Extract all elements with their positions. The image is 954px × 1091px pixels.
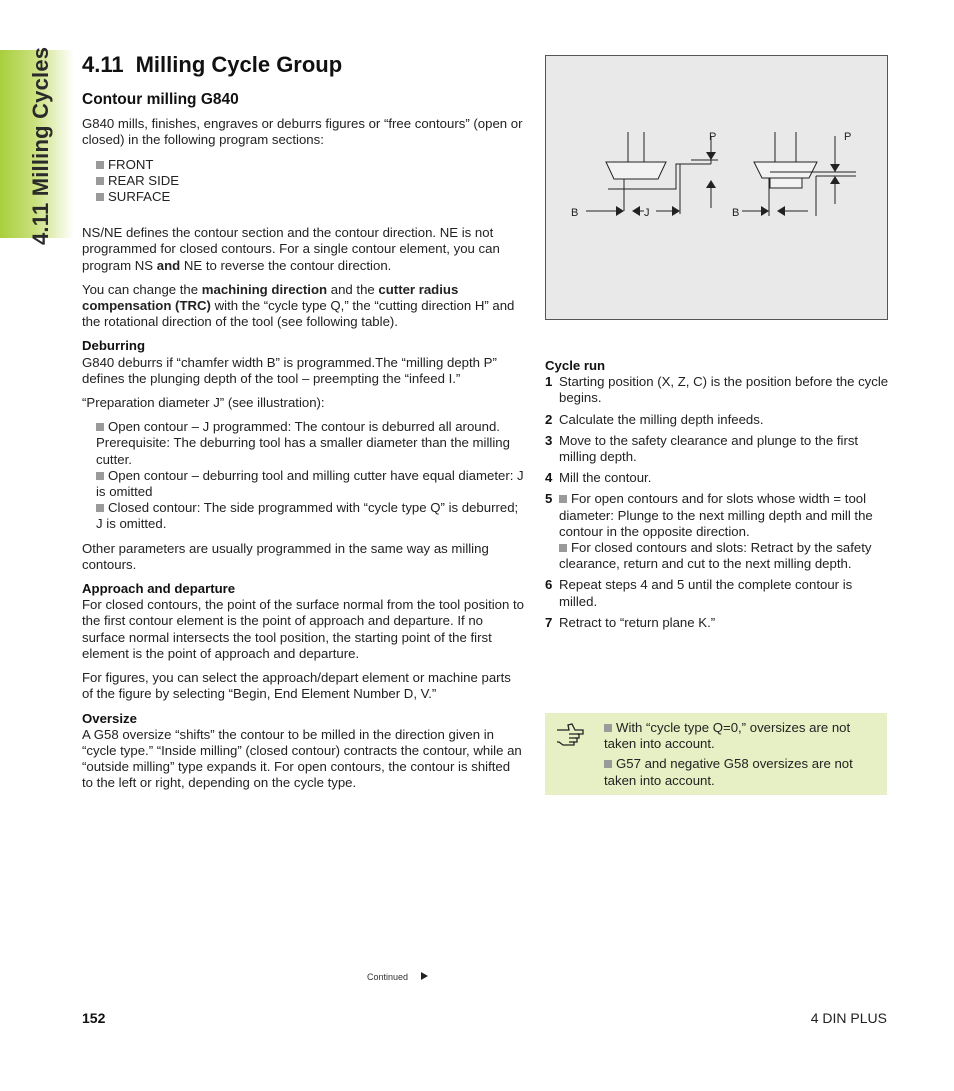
- bullet-icon: [96, 472, 104, 480]
- list-item: Open contour – deburring tool and milling cutter have equal diameter: J is omitted: [96, 467, 524, 500]
- deburring-illustration: [545, 55, 888, 320]
- approach-text-2: For figures, you can select the approach/depart element or machine parts of the figure by selecting “Begin, End Element Number D, V.”: [82, 670, 511, 702]
- list-item: REAR SIDE: [96, 173, 524, 189]
- left-column: [82, 52, 524, 800]
- label-p: P: [844, 131, 852, 143]
- section-number: 4.11: [82, 52, 124, 77]
- note-box: [545, 713, 887, 795]
- note-item: With “cycle type Q=0,” oversizes are not taken into account.: [604, 720, 851, 752]
- pointing-hand-icon: [555, 721, 587, 747]
- section-title: [82, 52, 524, 78]
- bullet-icon: [604, 724, 612, 732]
- note-item: G57 and negative G58 oversizes are not taken into account.: [604, 756, 853, 788]
- oversize-text: A G58 oversize “shifts” the contour to be milled in the direction given in “cycle type.” “Inside milling” (closed contour) contracts the contour, while an “outside milling” type expands it. For open contours, the contour is shifted to the left or right, depending on the cycle type.: [82, 726, 522, 791]
- deburring-text: G840 deburrs if “chamfer width B” is programmed.The “milling depth P” defines the plunging depth of the tool – preempting the “infeed I.”: [82, 354, 497, 386]
- list-item: Open contour – J programmed: The contour is deburred all around. Prerequisite: The deburring tool has a smaller diameter than the milling cutter.: [96, 419, 510, 467]
- deburring-heading: Deburring: [82, 338, 146, 354]
- note-text: [604, 720, 880, 793]
- label-p: P: [709, 131, 717, 143]
- list-item: 6 Repeat steps 4 and 5 until the complete contour is milled.: [545, 577, 853, 609]
- continued-label: Continued: [367, 972, 409, 982]
- list-item: 7 Retract to “return plane K.”: [545, 614, 716, 630]
- deburring-list: [96, 419, 524, 532]
- preparation-text: “Preparation diameter J” (see illustration):: [82, 395, 325, 411]
- intro-text: G840 mills, finishes, engraves or deburrs figures or “free contours” (open or closed) in the following program sections:: [82, 116, 523, 148]
- ns-ne-text: NS/NE defines the contour section and the contour direction. NE is not programmed for closed contours. For a single contour element, you can program NS and NE to reverse the contour direction.: [82, 225, 500, 273]
- right-column: [545, 358, 890, 636]
- page-number: 152: [82, 1010, 106, 1026]
- list-item: 4 Mill the contour.: [545, 470, 652, 486]
- list-item: 2 Calculate the milling depth infeeds.: [545, 411, 764, 427]
- bullet-icon: [96, 193, 104, 201]
- section-list: [96, 157, 524, 206]
- list-item: 5 For open contours and for slots whose width = tool diameter: Plunge to the next milling depth and mill the contour in the opposite direction. For closed contours and slots: Retract by the safety clearance, return and cut to the next milling depth.: [545, 491, 873, 572]
- oversize-heading: Oversize: [82, 710, 137, 726]
- label-b: B: [571, 207, 579, 219]
- list-item: Closed contour: The side programmed with “cycle type Q” is deburred; J is omitted.: [96, 500, 519, 532]
- machining-text: You can change the machining direction and the cutter radius compensation (TRC) with the “cycle type Q,” the “cutting direction H” and the rotational direction of the tool (see following table).: [82, 281, 515, 330]
- subheading: Contour milling G840: [82, 91, 239, 108]
- bullet-icon: [96, 423, 104, 431]
- list-item: FRONT: [96, 157, 524, 173]
- chapter-label: 4 DIN PLUS: [810, 1010, 887, 1026]
- label-j: J: [644, 207, 650, 219]
- label-b: B: [732, 207, 740, 219]
- cycle-run-heading: Cycle run: [545, 358, 606, 373]
- bullet-icon: [96, 504, 104, 512]
- list-item: SURFACE: [96, 189, 524, 205]
- bullet-icon: [96, 161, 104, 169]
- continue-arrow-icon: [421, 972, 428, 980]
- list-item: 3 Move to the safety clearance and plunge to the first milling depth.: [545, 432, 859, 465]
- other-params-text: Other parameters are usually programmed in the same way as milling contours.: [82, 540, 489, 572]
- bullet-icon: [559, 544, 567, 552]
- tool-diagram: [546, 56, 887, 319]
- approach-heading: Approach and departure: [82, 581, 236, 597]
- bullet-icon: [96, 177, 104, 185]
- section-title-text: Milling Cycle Group: [135, 52, 343, 77]
- bullet-icon: [604, 760, 612, 768]
- list-item: 1 Starting position (X, Z, C) is the position before the cycle begins.: [545, 374, 889, 406]
- chapter-tab-label: 4.11 Milling Cycles: [28, 46, 53, 245]
- approach-text: For closed contours, the point of the surface normal from the tool position to the first contour element is the point of approach and departure. If no surface normal intersects the tool position, the starting point of the first element is the point of approach and departure.: [82, 597, 525, 661]
- bullet-icon: [559, 495, 567, 503]
